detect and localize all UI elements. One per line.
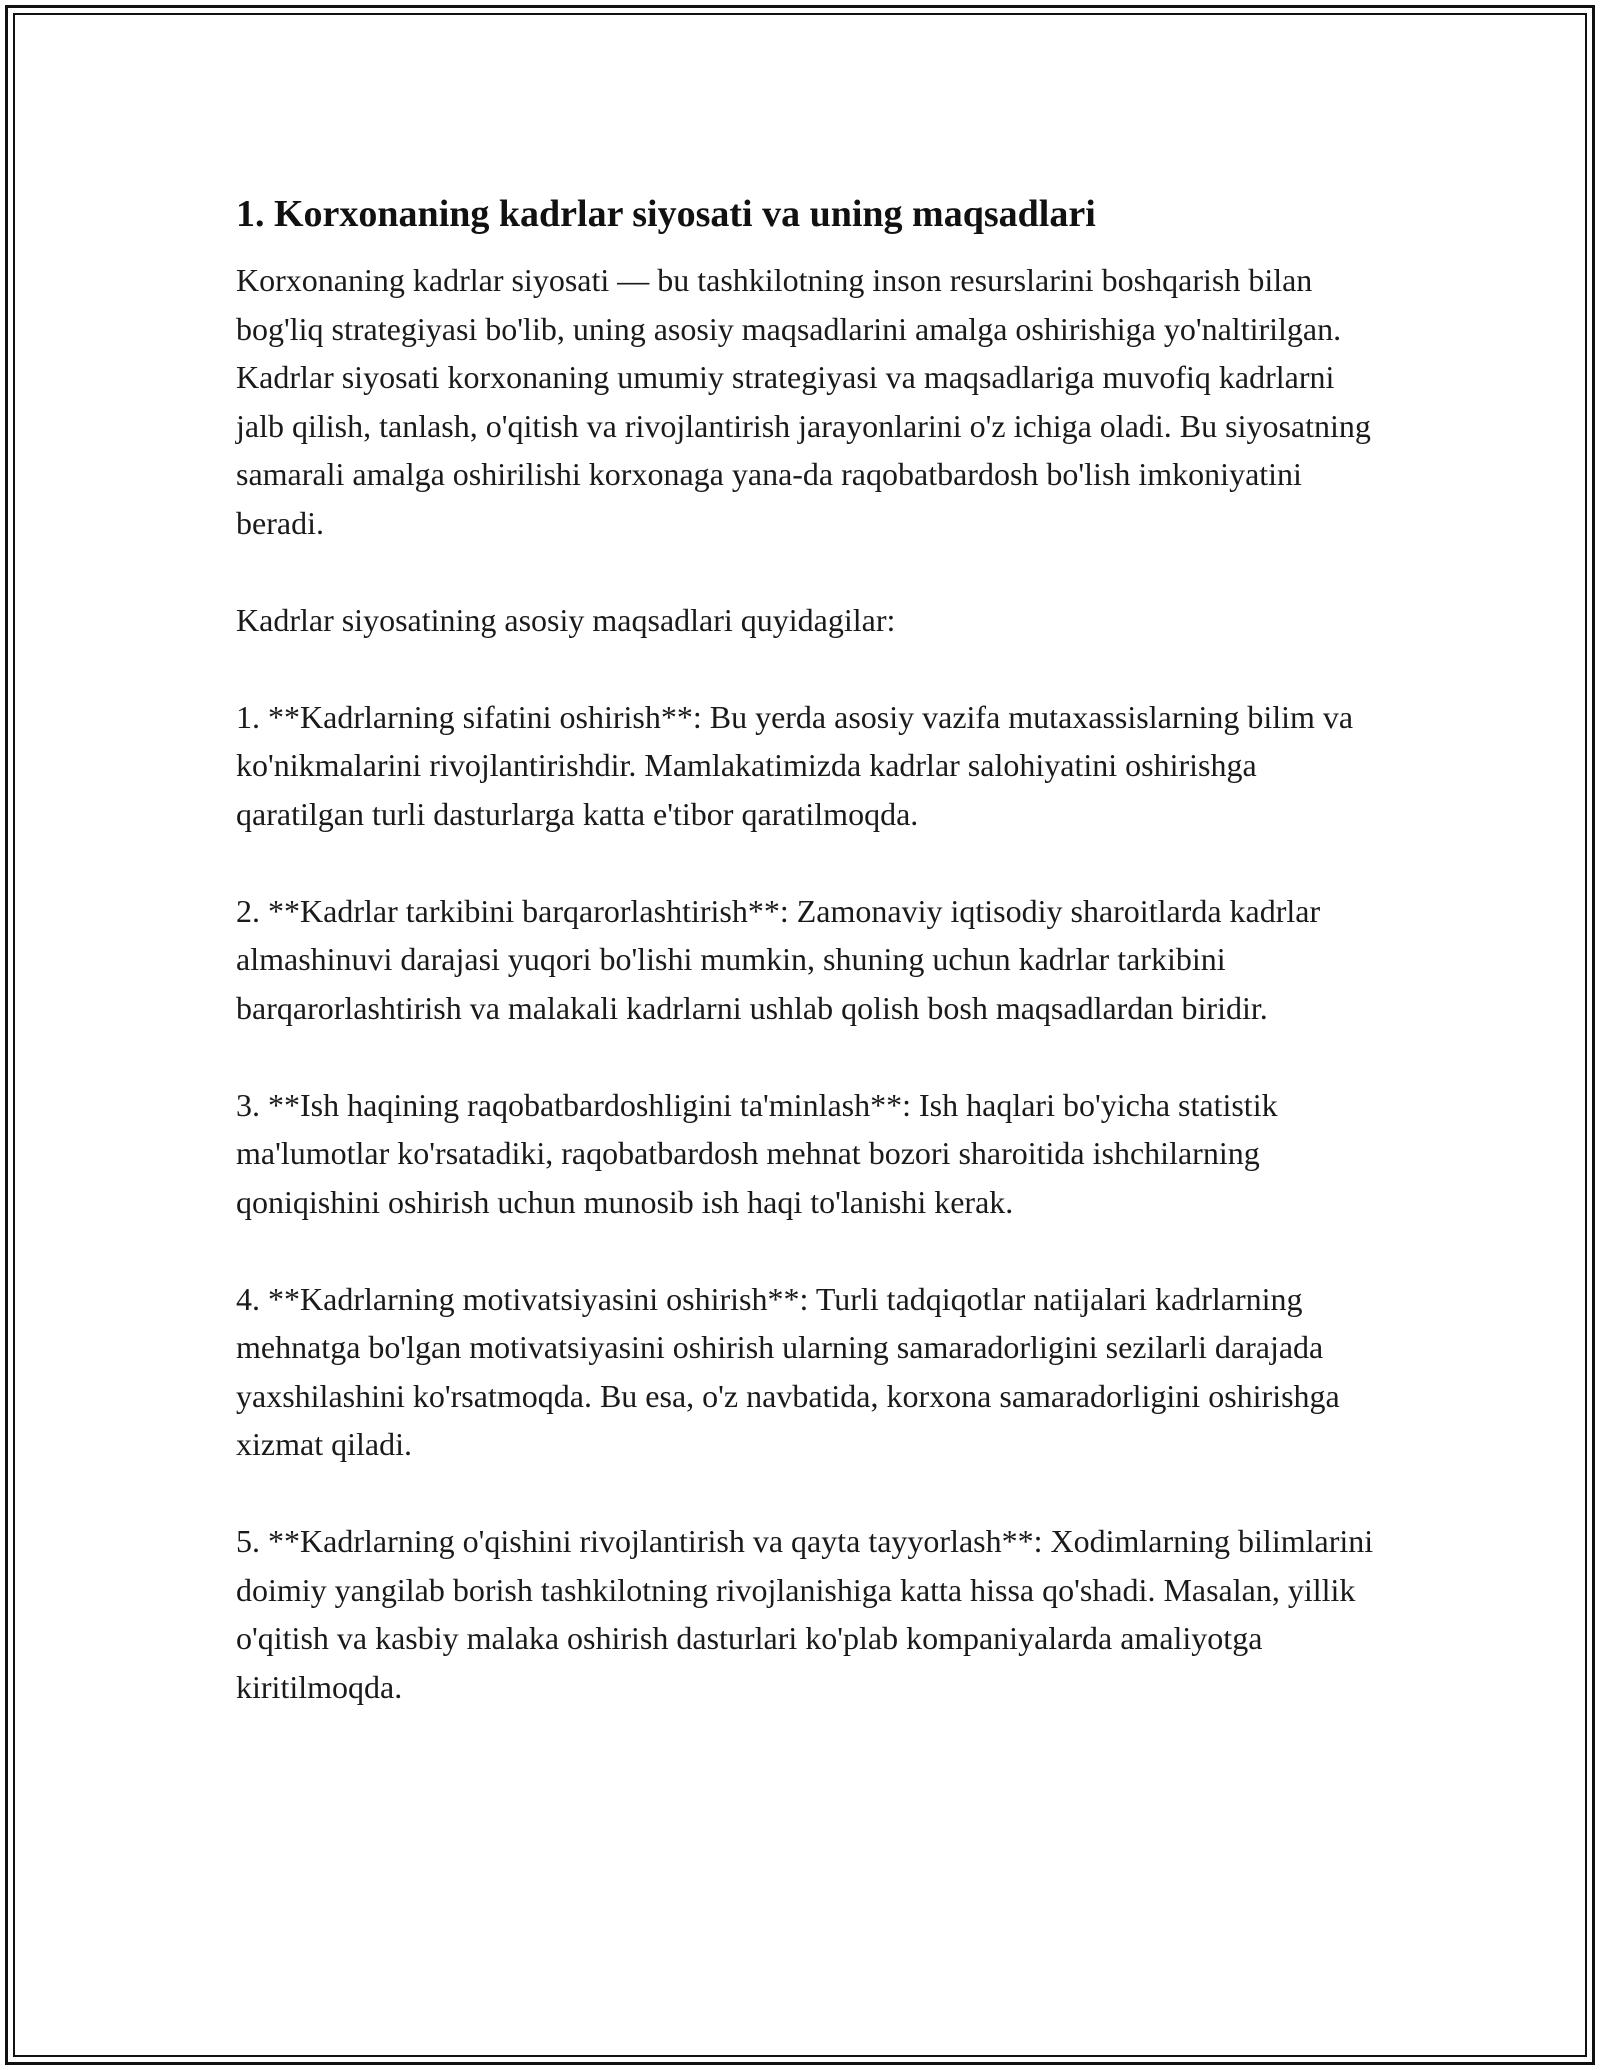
document-body [236,186,1376,1760]
goal-item-3: 3. **Ish haqining raqobatbardoshligini ta'minlash**: Ish haqlari bo'yicha statistik ma'lumotlar ko'rsatadiki, raqobatbardosh mehnat bozori sharoitida ishchilarning qoniqishini oshirish uchun munosib ish haqi to'lanishi kerak. [236,1086,1278,1220]
goals-lead-paragraph: Kadrlar siyosatining asosiy maqsadlari quyidagilar: [236,601,896,638]
goal-item-1: 1. **Kadrlarning sifatini oshirish**: Bu yerda asosiy vazifa mutaxassislarning bilim va ko'nikmalarini rivojlantirishdir. Mamlakatimizda kadrlar salohiyatini oshirishga qaratilgan turli dasturlarga katta e'tibor qaratilmoqda. [236,698,1354,832]
document-title: 1. Korxonaning kadrlar siyosati va uning maqsadlari [236,193,1096,235]
intro-paragraph: Korxonaning kadrlar siyosati — bu tashkilotning inson resurslarini boshqarish bilan bog'liq strategiyasi bo'lib, uning asosiy maqsadlarini amalga oshirishiga yo'naltirilgan. Kadrlar siyosati korxonaning umumiy strategiyasi va maqsadlariga muvofiq kadrlarni jalb qilish, tanlash, o'qitish va rivojlantirish jarayonlarini o'z ichiga oladi. Bu siyosatning samarali amalga oshirilishi korxonaga yana-da raqobatbardosh bo'lish imkoniyatini beradi. [236,262,1371,541]
goal-item-5: 5. **Kadrlarning o'qishini rivojlantirish va qayta tayyorlash**: Xodimlarning bilimlarini doimiy yangilab borish tashkilotning rivojlanishiga katta hissa qo'shadi. Masalan, yillik o'qitish va kasbiy malaka oshirish dasturlari ko'plab kompaniyalarda amaliyotga kiritilmoqda. [236,1523,1374,1705]
goal-item-2: 2. **Kadrlar tarkibini barqarorlashtirish**: Zamonaviy iqtisodiy sharoitlarda kadrlar almashinuvi darajasi yuqori bo'lishi mumkin, shuning uchun kadrlar tarkibini barqarorlashtirish va malakali kadrlarni ushlab qolish bosh maqsadlardan biridir. [236,892,1321,1026]
goal-item-4: 4. **Kadrlarning motivatsiyasini oshirish**: Turli tadqiqotlar natijalari kadrlarning mehnatga bo'lgan motivatsiyasini oshirish ularning samaradorligini sezilarli darajada yaxshilashini ko'rsatmoqda. Bu esa, o'z navbatida, korxona samaradorligini oshirishga xizmat qiladi. [236,1280,1340,1462]
